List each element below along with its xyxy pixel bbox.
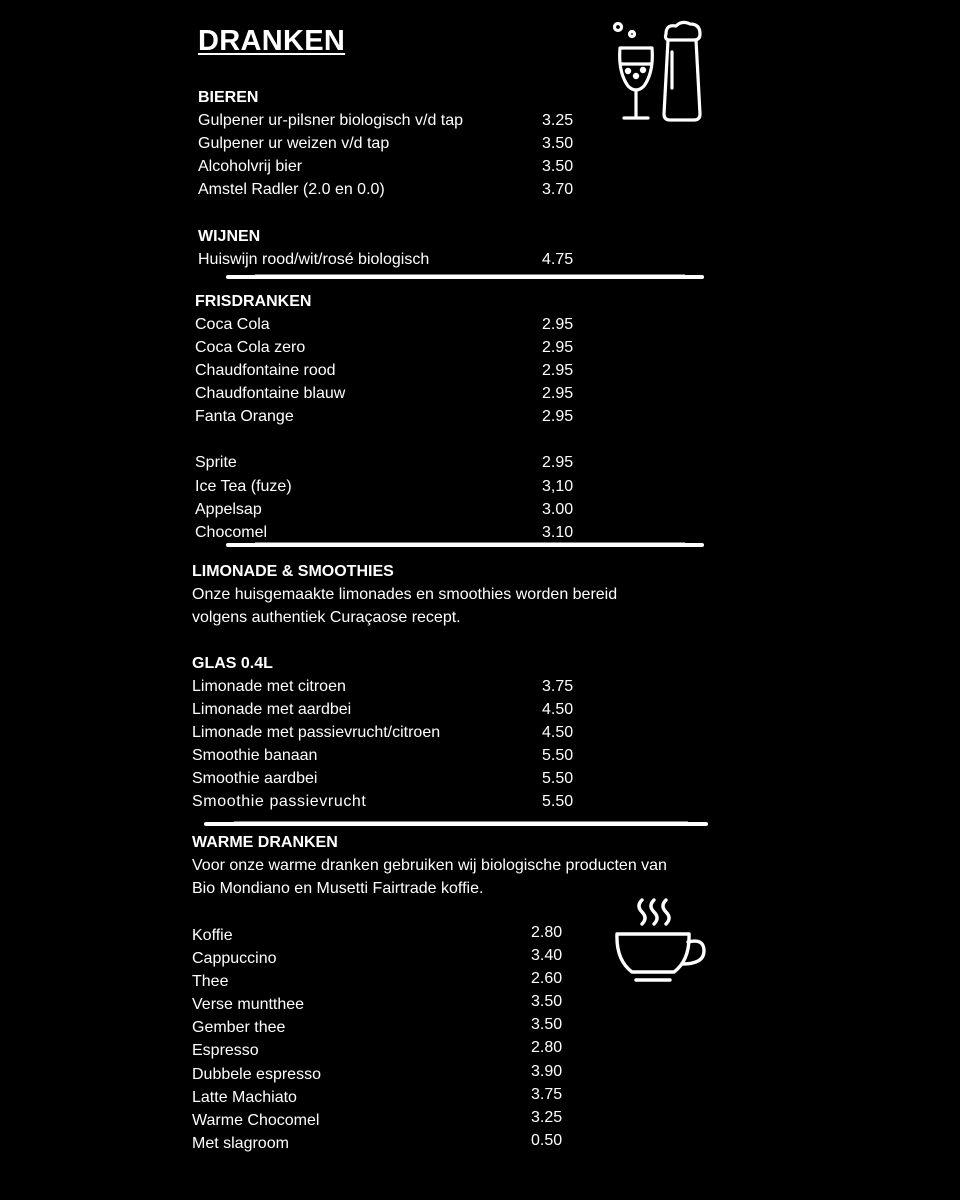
item-name: Limonade met passievrucht/citroen [192,724,441,742]
item-name: Met slagroom [192,1134,289,1152]
list-item [192,1016,732,1039]
item-name: Chaudfontaine blauw [195,385,346,403]
list-item [195,405,595,428]
divider [226,275,704,279]
item-price: 3.90 [531,1062,563,1080]
item-name: Limonade met citroen [192,678,346,695]
item-price: 3.75 [542,678,574,695]
section-frisdranken [195,290,595,544]
item-price: 3.50 [531,993,563,1011]
list-item [192,1063,732,1086]
list-item [192,698,712,721]
item-price: 3.00 [542,500,574,518]
section-heading-wijnen: WIJNEN [198,228,261,245]
item-name: Alcoholvrij bier [198,158,303,176]
item-price: 5.50 [542,747,574,765]
list-item [195,336,595,359]
section-heading-warme: WARME DRANKEN [192,834,338,851]
item-price: 2.80 [531,924,563,941]
item-name: Appelsap [195,500,262,518]
item-price: 2.95 [542,339,574,357]
beer-glasses-icon [606,18,706,126]
item-price: 3.25 [531,1108,563,1126]
item-price: 3.50 [531,1016,563,1034]
item-price: 3,10 [542,477,574,495]
item-name: Gulpener ur weizen v/d tap [198,135,390,153]
item-price: 4.75 [542,251,574,268]
item-price: 4.50 [542,701,574,719]
list-item [195,313,595,336]
item-name: Fanta Orange [195,408,294,426]
list-item [192,1132,732,1155]
list-item [192,790,712,813]
item-price: 3.40 [531,947,563,965]
item-name: Chocomel [195,523,268,541]
item-name: Coca Cola zero [195,339,306,357]
section-description: Onze huisgemaakte limonades en smoothies worden bereid [192,586,618,603]
list-item [192,1039,732,1062]
list-item [195,451,595,474]
item-price: 2.95 [542,385,574,403]
item-price: 2.80 [531,1039,563,1057]
item-name: Limonade met aardbei [192,701,352,719]
list-item [192,744,712,767]
divider [226,543,704,547]
item-name: Gulpener ur-pilsner biologisch v/d tap [198,112,464,129]
item-name: Huiswijn rood/wit/rosé biologisch [198,251,430,268]
item-name: Thee [192,973,229,991]
section-heading-frisdranken: FRISDRANKEN [195,293,312,310]
item-price: 2.60 [531,970,563,988]
item-name: Sprite [195,454,237,472]
list-item [192,721,712,744]
item-name: Smoothie aardbei [192,770,318,788]
item-price: 5.50 [542,770,574,788]
item-price: 3.25 [542,112,574,129]
section-heading-bieren: BIEREN [198,89,259,106]
list-item [195,359,595,382]
item-price: 0.50 [531,1131,563,1149]
item-price: 3.50 [542,158,574,176]
item-name: Coca Cola [195,316,270,333]
item-name: Espresso [192,1042,259,1060]
item-name: Ice Tea (fuze) [195,477,292,495]
list-item [195,475,595,498]
item-name: Gember thee [192,1019,286,1037]
item-name: Koffie [192,927,233,944]
item-price: 4.50 [542,724,574,742]
list-item [192,1109,732,1132]
item-price: 3.50 [542,135,574,153]
item-name: Dubbele espresso [192,1065,321,1083]
list-item [198,178,598,201]
divider [204,822,708,826]
page-title: DRANKEN [198,25,346,57]
item-price: 2.95 [542,454,574,472]
item-name: Latte Machiato [192,1088,297,1106]
coffee-cup-icon [612,896,708,986]
list-item [198,132,598,155]
list-item [195,498,595,521]
section-bieren [198,86,598,201]
item-price: 3.70 [542,181,574,199]
item-name: Verse muntthee [192,996,305,1014]
section-limonade [192,560,712,814]
item-price: 5.50 [542,793,574,811]
list-item [195,382,595,405]
item-name: Smoothie banaan [192,747,318,765]
section-wijnen [198,225,598,271]
item-price: 2.95 [542,408,574,426]
item-price: 2.95 [542,362,574,380]
item-price: 2.95 [542,316,574,333]
list-item [198,109,598,132]
list-item [192,1086,732,1109]
section-heading-limonade: LIMONADE & SMOOTHIES [192,563,394,580]
item-price: 3.10 [542,523,574,541]
section-description: Voor onze warme dranken gebruiken wij biologische producten van [192,857,667,874]
section-description: Bio Mondiano en Musetti Fairtrade koffie. [192,880,484,897]
list-item [192,993,732,1016]
item-name: Chaudfontaine rood [195,362,336,380]
list-item [198,248,598,271]
item-name: Amstel Radler (2.0 en 0.0) [198,181,385,199]
section-subheading-glas: GLAS 0.4L [192,655,273,672]
section-description: volgens authentiek Curaçaose recept. [192,609,461,626]
list-item [192,767,712,790]
list-item [198,155,598,178]
list-item [192,675,712,698]
item-price: 3.75 [531,1085,563,1103]
item-name: Cappuccino [192,950,277,968]
item-name: Warme Chocomel [192,1111,320,1129]
section-warme-dranken [192,831,732,1155]
list-item [195,521,595,544]
item-name: Smoothie passievrucht [192,793,367,811]
